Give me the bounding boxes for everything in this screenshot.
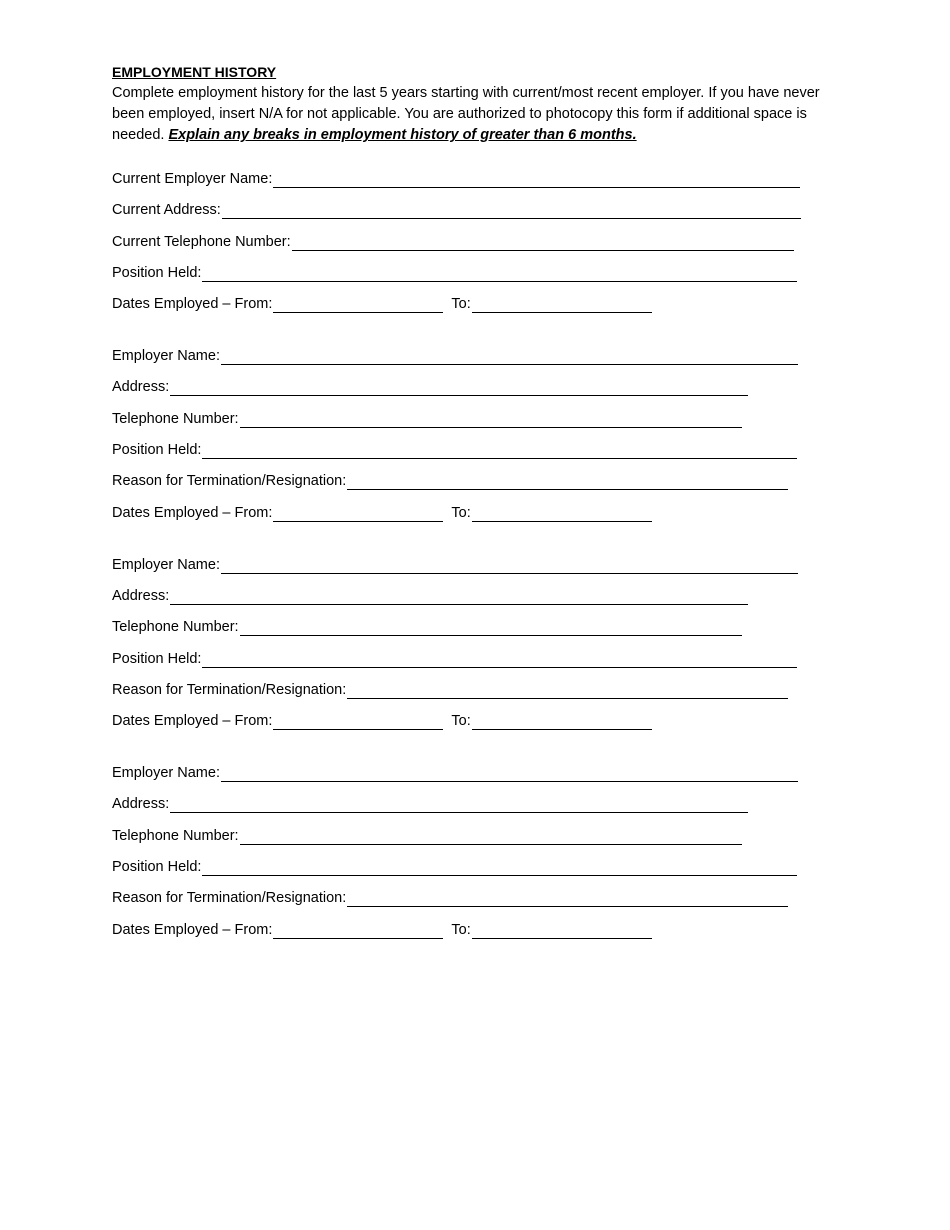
position-row	[112, 647, 842, 668]
position-row	[112, 438, 842, 459]
employer-name-field[interactable]	[221, 766, 798, 782]
reason-row	[112, 469, 842, 490]
employer-name-row	[112, 553, 842, 574]
previous-employer-section-2	[112, 553, 842, 730]
telephone-field[interactable]	[240, 620, 742, 636]
employer-name-label: Employer Name:	[112, 348, 220, 365]
current-address-label: Current Address:	[112, 202, 221, 219]
address-label: Address:	[112, 587, 170, 604]
employer-name-row	[112, 344, 842, 365]
reason-field[interactable]	[347, 474, 788, 490]
current-telephone-label: Current Telephone Number:	[112, 233, 291, 250]
current-address-field[interactable]	[222, 203, 801, 219]
telephone-field[interactable]	[240, 829, 742, 845]
previous-employer-section-3	[112, 761, 842, 938]
current-dates-row	[112, 292, 842, 313]
telephone-label: Telephone Number:	[112, 410, 239, 427]
telephone-label: Telephone Number:	[112, 827, 239, 844]
current-dates-from-field[interactable]	[273, 297, 443, 313]
dates-to-label: To:	[451, 713, 471, 730]
employer-name-row	[112, 761, 842, 782]
dates-row	[112, 918, 842, 939]
current-telephone-row	[112, 230, 842, 251]
telephone-field[interactable]	[240, 412, 742, 428]
current-position-label: Position Held:	[112, 264, 202, 281]
instructions-text: Complete employment history for the last 5 years starting with current/most recent employer. If you have never been employed, insert N/A for not applicable. You are authorized to photocopy this form if additional space is needed.	[112, 85, 820, 143]
employer-name-field[interactable]	[221, 349, 798, 365]
reason-row	[112, 678, 842, 699]
instructions	[112, 83, 842, 146]
position-label: Position Held:	[112, 650, 202, 667]
reason-label: Reason for Termination/Resignation:	[112, 890, 347, 907]
reason-label: Reason for Termination/Resignation:	[112, 473, 347, 490]
position-field[interactable]	[202, 860, 797, 876]
address-row	[112, 584, 842, 605]
dates-from-label: Dates Employed – From:	[112, 713, 273, 730]
reason-label: Reason for Termination/Resignation:	[112, 681, 347, 698]
position-field[interactable]	[202, 652, 797, 668]
employment-history-form	[112, 62, 842, 949]
address-field[interactable]	[170, 380, 748, 396]
previous-employer-section-1	[112, 344, 842, 521]
current-dates-from-label: Dates Employed – From:	[112, 296, 273, 313]
current-employer-name-row	[112, 167, 842, 188]
dates-from-label: Dates Employed – From:	[112, 921, 273, 938]
dates-from-label: Dates Employed – From:	[112, 504, 273, 521]
reason-field[interactable]	[347, 683, 788, 699]
dates-to-label: To:	[451, 921, 471, 938]
instructions-emphasis: Explain any breaks in employment history of greater than 6 months.	[168, 127, 637, 143]
reason-field[interactable]	[347, 891, 788, 907]
dates-from-field[interactable]	[273, 923, 443, 939]
telephone-row	[112, 824, 842, 845]
address-label: Address:	[112, 379, 170, 396]
employer-name-field[interactable]	[221, 558, 798, 574]
dates-to-field[interactable]	[472, 714, 652, 730]
current-employer-name-field[interactable]	[273, 172, 800, 188]
position-label: Position Held:	[112, 442, 202, 459]
employer-name-label: Employer Name:	[112, 556, 220, 573]
dates-to-label: To:	[451, 504, 471, 521]
address-field[interactable]	[170, 589, 748, 605]
current-position-row	[112, 261, 842, 282]
current-dates-to-field[interactable]	[472, 297, 652, 313]
telephone-row	[112, 615, 842, 636]
current-address-row	[112, 198, 842, 219]
reason-row	[112, 886, 842, 907]
position-label: Position Held:	[112, 859, 202, 876]
current-employer-section	[112, 167, 842, 313]
dates-row	[112, 501, 842, 522]
dates-from-field[interactable]	[273, 714, 443, 730]
current-dates-to-label: To:	[451, 296, 471, 313]
form-title: EMPLOYMENT HISTORY	[112, 64, 277, 80]
employer-name-label: Employer Name:	[112, 765, 220, 782]
current-telephone-field[interactable]	[292, 235, 794, 251]
address-label: Address:	[112, 796, 170, 813]
position-row	[112, 855, 842, 876]
dates-from-field[interactable]	[273, 506, 443, 522]
current-position-field[interactable]	[202, 266, 797, 282]
address-row	[112, 792, 842, 813]
position-field[interactable]	[202, 443, 797, 459]
address-row	[112, 375, 842, 396]
dates-row	[112, 709, 842, 730]
telephone-row	[112, 407, 842, 428]
dates-to-field[interactable]	[472, 923, 652, 939]
telephone-label: Telephone Number:	[112, 619, 239, 636]
current-employer-name-label: Current Employer Name:	[112, 171, 273, 187]
address-field[interactable]	[170, 797, 748, 813]
dates-to-field[interactable]	[472, 506, 652, 522]
